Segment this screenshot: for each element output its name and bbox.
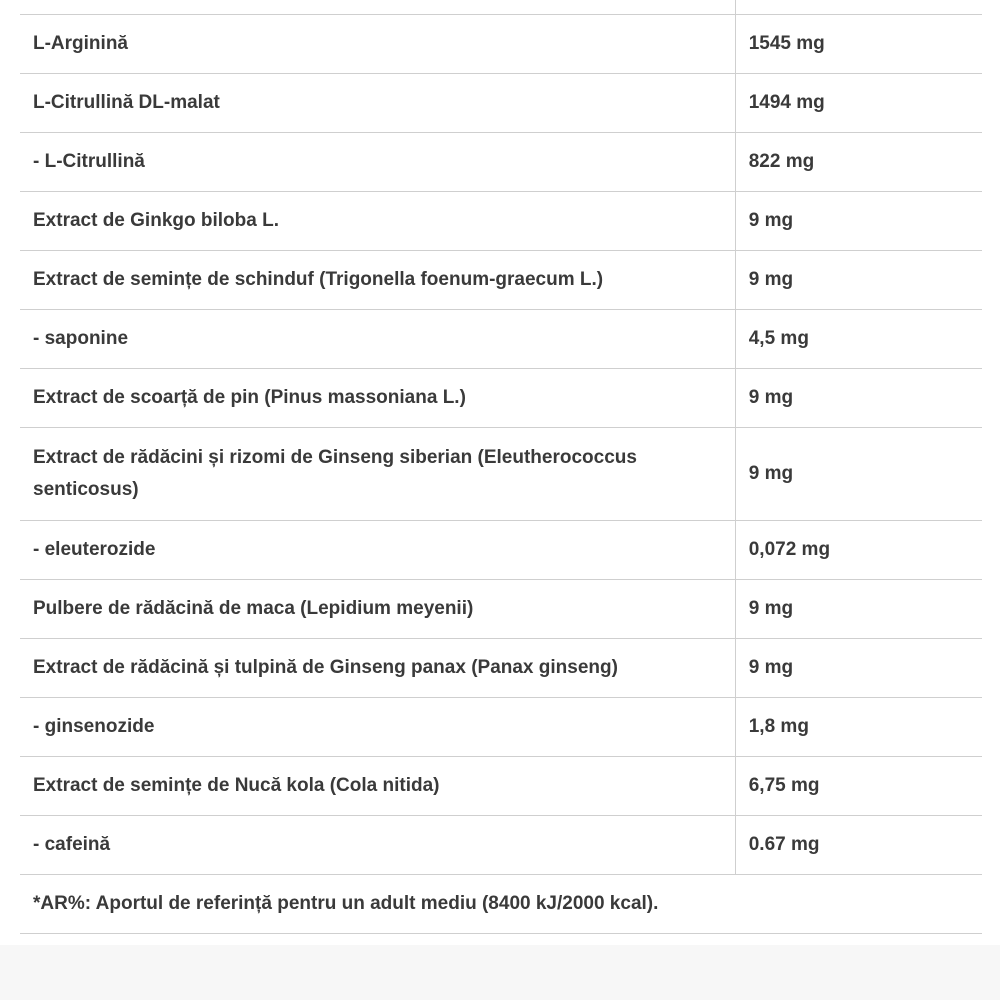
supplement-facts-table [20,0,982,934]
table-row [20,15,982,74]
table-row [20,133,982,192]
ingredient-name: - L-Citrullină [20,133,735,192]
ingredient-name: Pulbere de rădăcină de maca (Lepidium meyenii) [20,580,735,639]
ingredient-name: - ginsenozide [20,698,735,757]
ingredient-name: - saponine [20,310,735,369]
page-bottom-band [0,945,1000,1000]
reference-intake-footnote: *AR%: Aportul de referință pentru un adult mediu (8400 kJ/2000 kcal). [20,875,982,934]
ingredient-amount: 9 mg [735,192,982,251]
ingredient-amount: 9 mg [735,251,982,310]
table-row [20,580,982,639]
ingredient-amount [735,0,982,15]
ingredient-name: Extract de Ginkgo biloba L. [20,192,735,251]
ingredient-amount: 6,75 mg [735,757,982,816]
table-row [20,310,982,369]
ingredient-amount: 9 mg [735,428,982,521]
ingredient-amount: 0.67 mg [735,816,982,875]
table-row [20,639,982,698]
table-row [20,0,982,15]
ingredient-name: - cafeină [20,816,735,875]
table-row [20,251,982,310]
ingredient-amount: 9 mg [735,369,982,428]
table-row [20,428,982,521]
ingredient-amount: 1,8 mg [735,698,982,757]
ingredient-name: L-Arginină [20,15,735,74]
ingredient-amount: 0,072 mg [735,521,982,580]
ingredient-name: Extract de semințe de Nucă kola (Cola nitida) [20,757,735,816]
ingredient-name: - eleuterozide [20,521,735,580]
ingredient-amount: 822 mg [735,133,982,192]
footnote-row [20,875,982,934]
ingredient-name: L-Citrullină DL-malat [20,74,735,133]
table-row [20,369,982,428]
ingredient-name: Extract de semințe de schinduf (Trigonella foenum-graecum L.) [20,251,735,310]
table-row [20,74,982,133]
ingredient-amount: 9 mg [735,639,982,698]
ingredient-amount: 9 mg [735,580,982,639]
ingredient-amount: 1494 mg [735,74,982,133]
ingredient-name: Extract de scoarță de pin (Pinus massoniana L.) [20,369,735,428]
table-row [20,192,982,251]
ingredient-amount: 4,5 mg [735,310,982,369]
ingredient-name: Extract de rădăcină și tulpină de Ginseng panax (Panax ginseng) [20,639,735,698]
ingredient-name: Extract de rădăcini și rizomi de Ginseng siberian (Eleutherococcus senticosus) [20,428,735,521]
ingredient-name [20,0,735,15]
table-row [20,757,982,816]
table-row [20,521,982,580]
table-row [20,816,982,875]
ingredient-amount: 1545 mg [735,15,982,74]
table-row [20,698,982,757]
